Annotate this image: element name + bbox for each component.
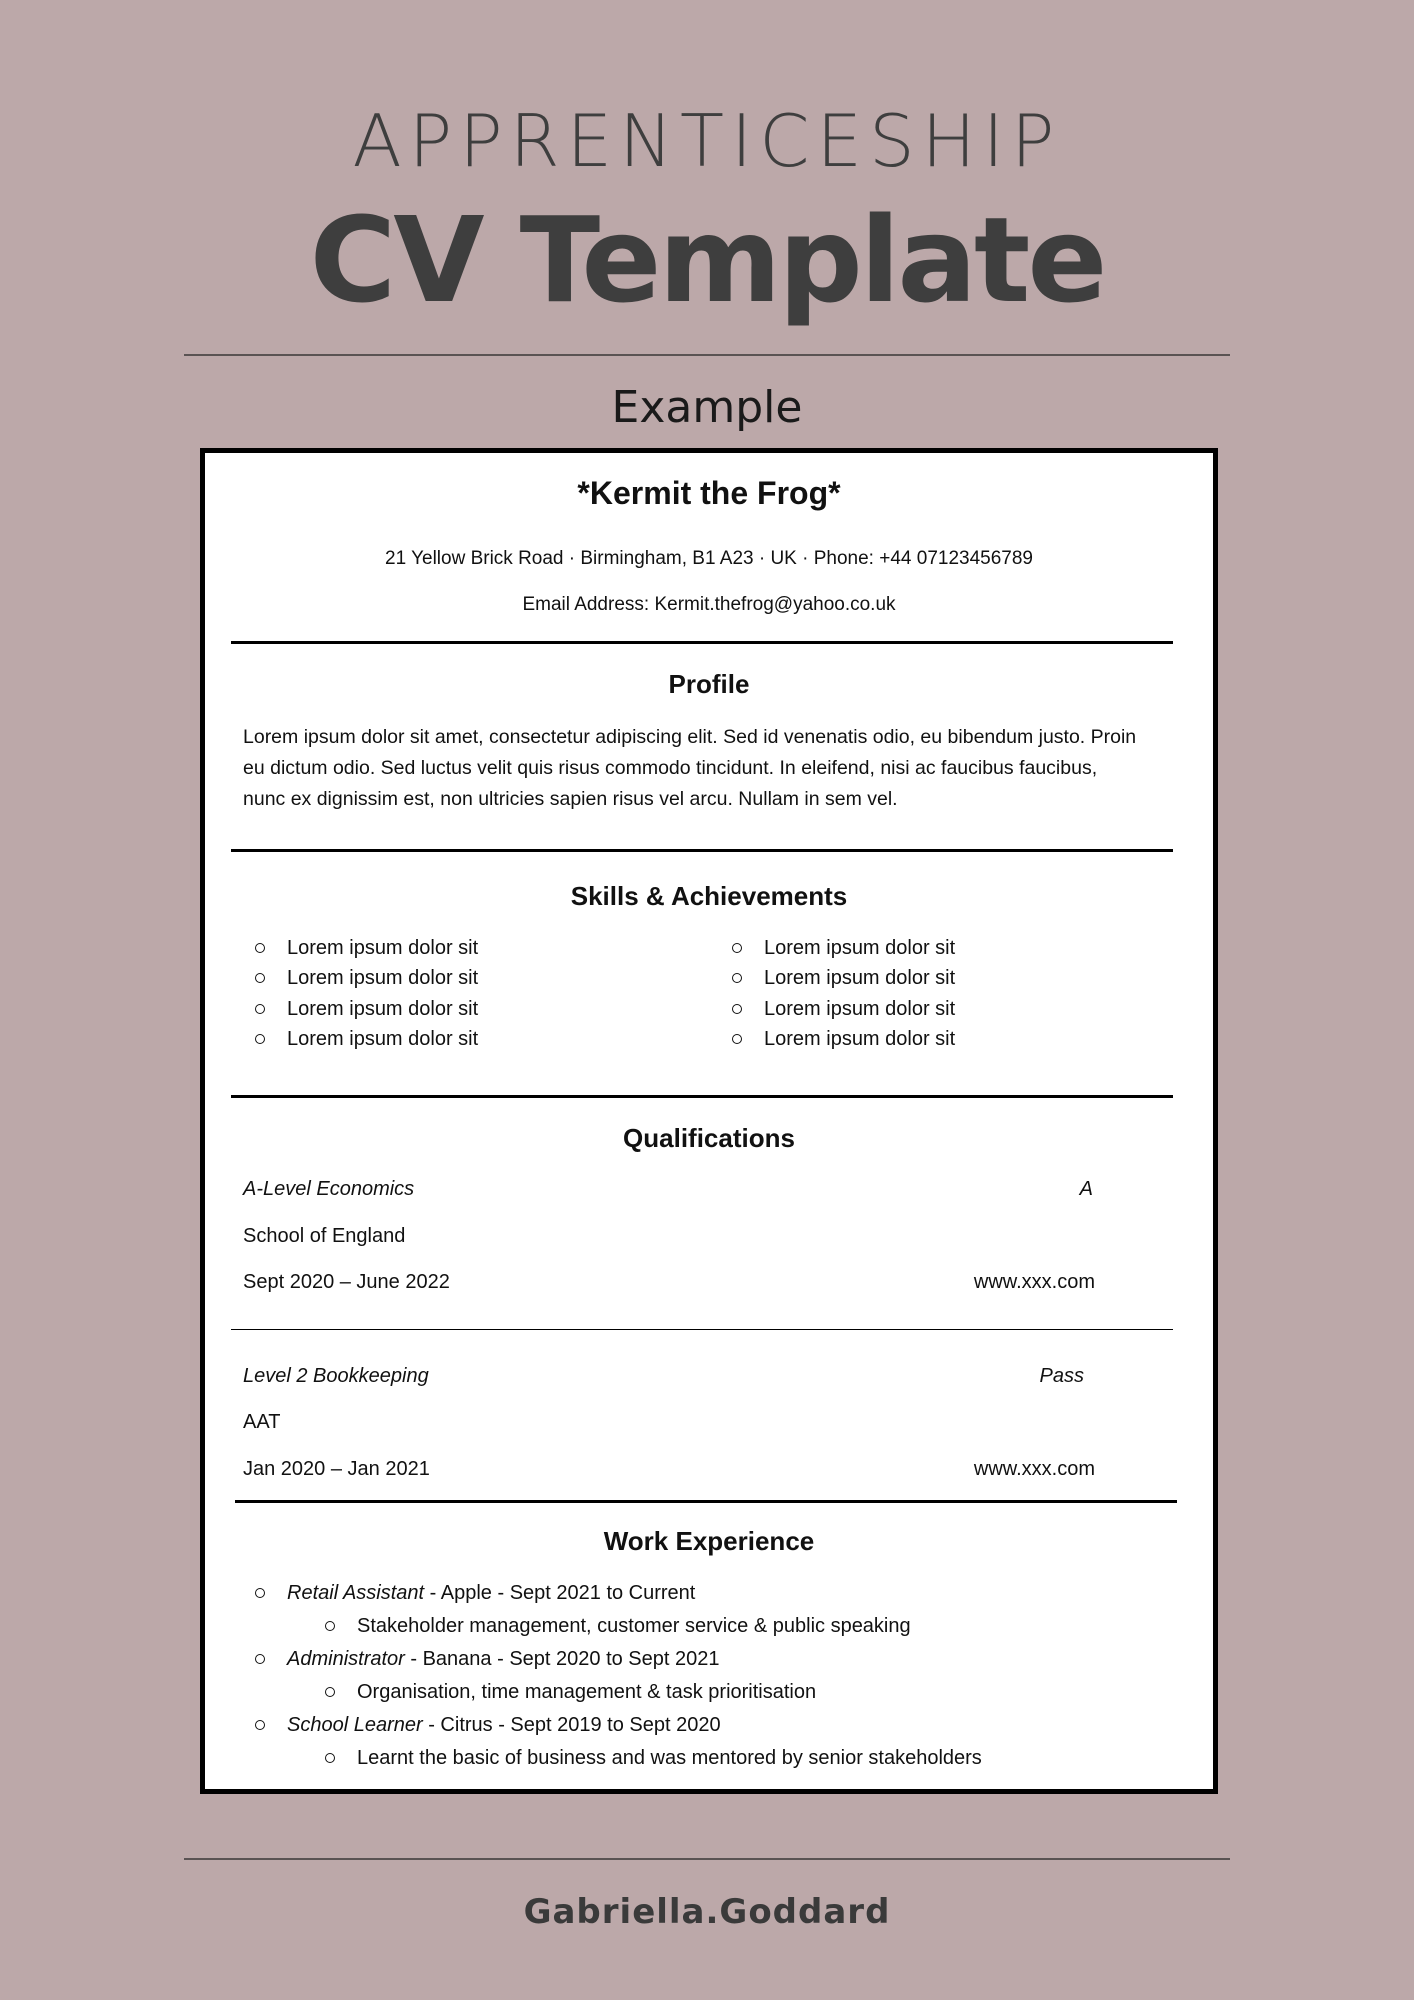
bullet-icon — [255, 1654, 265, 1664]
qualification-institution: School of England — [243, 1225, 406, 1247]
bullet-icon — [255, 943, 265, 953]
cv-document — [200, 448, 1218, 1794]
work-role: School Learner — [287, 1714, 423, 1736]
skill-item: Lorem ipsum dolor sit — [287, 963, 478, 993]
top-divider — [184, 354, 1230, 356]
skill-item: Lorem ipsum dolor sit — [287, 933, 478, 963]
footer-author: Gabriella.Goddard — [523, 1892, 891, 1932]
work-subitem: Organisation, time management & task prioritisation — [357, 1677, 816, 1707]
section-divider — [231, 1095, 1173, 1098]
work-item — [287, 1644, 720, 1674]
qualification-course: A-Level Economics — [243, 1178, 415, 1200]
bottom-divider — [184, 1858, 1230, 1860]
bullet-icon — [325, 1687, 335, 1697]
bullet-icon — [325, 1753, 335, 1763]
work-detail: - Citrus - Sept 2019 to Sept 2020 — [422, 1714, 721, 1736]
skill-item: Lorem ipsum dolor sit — [287, 1024, 478, 1054]
work-role: Retail Assistant — [287, 1582, 425, 1604]
work-subitem: Stakeholder management, customer service & public speaking — [357, 1611, 911, 1641]
skill-item: Lorem ipsum dolor sit — [764, 963, 955, 993]
bullet-icon — [255, 1588, 265, 1598]
work-role: Administrator — [287, 1648, 405, 1670]
bullet-icon — [325, 1621, 335, 1631]
cv-name: *Kermit the Frog* — [577, 475, 841, 511]
skill-item: Lorem ipsum dolor sit — [764, 994, 955, 1024]
cv-address: 21 Yellow Brick Road · Birmingham, B1 A23 · UK · Phone: +44 07123456789 — [385, 548, 1033, 569]
qualification-course: Level 2 Bookkeeping — [243, 1365, 429, 1387]
work-subitem: Learnt the basic of business and was mentored by senior stakeholders — [357, 1743, 982, 1773]
work-item — [287, 1578, 695, 1608]
cv-email: Email Address: Kermit.thefrog@yahoo.co.uk — [522, 594, 896, 615]
skill-item: Lorem ipsum dolor sit — [287, 994, 478, 1024]
skill-item: Lorem ipsum dolor sit — [764, 933, 955, 963]
qualification-dates: Jan 2020 – Jan 2021 — [243, 1458, 430, 1480]
qualification-grade: Pass — [1039, 1365, 1084, 1387]
profile-text: Lorem ipsum dolor sit amet, consectetur adipiscing elit. Sed id venenatis odio, eu bibendum justo. Proin eu dictum odio. Sed luctus velit quis risus commodo tincidunt. In eleifend, nisi ac faucibus faucibus, nunc ex dignissim est, non ultricies sapien risus vel arcu. Nullam in sem vel. — [243, 726, 1137, 810]
bullet-icon — [732, 973, 742, 983]
work-title: Work Experience — [603, 1526, 815, 1556]
skills-title: Skills & Achievements — [570, 881, 848, 911]
bullet-icon — [255, 1034, 265, 1044]
bullet-icon — [255, 1720, 265, 1730]
qualification-institution: AAT — [243, 1411, 281, 1433]
example-label: Example — [611, 382, 803, 433]
bullet-icon — [255, 1004, 265, 1014]
section-divider — [231, 849, 1173, 852]
section-divider — [231, 641, 1173, 644]
qualification-divider — [231, 1329, 1173, 1330]
qualifications-title: Qualifications — [623, 1123, 795, 1153]
bullet-icon — [732, 943, 742, 953]
bullet-icon — [732, 1034, 742, 1044]
page-title-main: CV Template — [309, 191, 1105, 329]
profile-title: Profile — [668, 669, 750, 699]
work-item — [287, 1710, 721, 1740]
page-title-top: APPRENTICESHIP — [352, 99, 1062, 183]
qualification-website: www.xxx.com — [973, 1271, 1095, 1293]
qualification-dates: Sept 2020 – June 2022 — [243, 1271, 450, 1293]
work-detail: - Apple - Sept 2021 to Current — [424, 1582, 696, 1604]
work-detail: - Banana - Sept 2020 to Sept 2021 — [404, 1648, 720, 1670]
bullet-icon — [255, 973, 265, 983]
qualification-website: www.xxx.com — [973, 1458, 1095, 1480]
section-divider — [235, 1500, 1177, 1503]
qualification-grade: A — [1079, 1178, 1093, 1200]
skill-item: Lorem ipsum dolor sit — [764, 1024, 955, 1054]
bullet-icon — [732, 1004, 742, 1014]
